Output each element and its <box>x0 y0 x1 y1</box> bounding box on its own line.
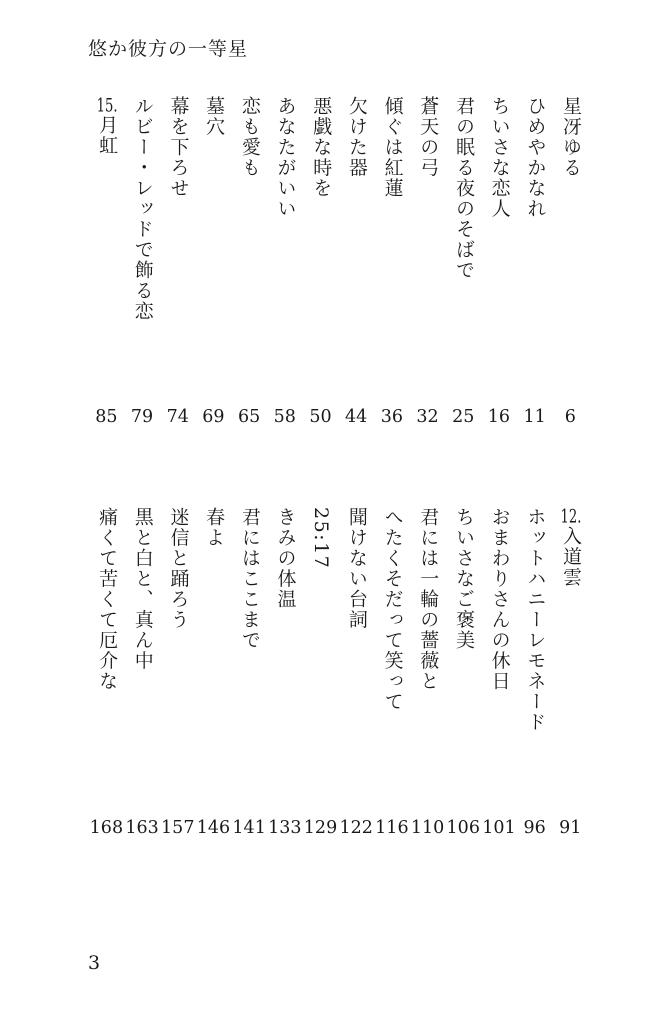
toc-entry-title-text: 傾ぐは紅蓮 <box>381 96 404 199</box>
toc-entry-title <box>338 507 374 807</box>
toc-entry-title <box>88 507 124 807</box>
toc-entry-page: 11 <box>523 407 546 427</box>
toc-entry-title <box>231 507 267 807</box>
toc-entry-title <box>303 96 339 396</box>
toc-entry <box>88 96 124 436</box>
toc-entry-title-text: あなたがいい <box>274 96 297 219</box>
toc-entry <box>410 96 446 436</box>
toc-entry <box>481 96 517 436</box>
toc-entry <box>231 507 267 847</box>
toc-entry-title-text: ルビー・レッドで飾る恋 <box>131 96 154 322</box>
toc-entry-title <box>267 96 303 396</box>
toc-entry <box>445 96 481 436</box>
toc-entry-title-text: 君には一輪の薔薇と <box>417 507 440 692</box>
toc-entry-title-text: 欠けた器 <box>345 96 368 178</box>
toc-entry-title <box>481 507 517 807</box>
toc-entry-page: 58 <box>273 407 296 427</box>
toc-entry-title-text: 迷信と踊ろう <box>167 507 190 630</box>
toc-entry-title-text: 恋も愛も <box>238 96 261 178</box>
toc-entry-page: 69 <box>202 407 225 427</box>
toc-entry <box>195 96 231 436</box>
toc-entry-title <box>552 96 588 396</box>
toc-entry-title <box>374 96 410 396</box>
toc-entry-page: 36 <box>380 407 404 427</box>
toc-entry-title-text: 君の眠る夜のそばで <box>452 96 475 281</box>
toc-entry-title <box>88 96 124 396</box>
toc-section-top <box>88 96 588 436</box>
toc-entry-page: 163 <box>125 818 159 838</box>
toc-entry-title <box>303 507 339 807</box>
toc-entry-title-text: 25:17 <box>310 507 333 570</box>
toc-entry-title-text: ちいさなご褒美 <box>452 507 475 651</box>
toc-entry-page: 16 <box>487 407 511 427</box>
toc-entry-page: 157 <box>161 818 195 838</box>
toc-entry-title <box>445 507 481 807</box>
book-title: 悠か彼方の一等星 <box>88 38 249 60</box>
toc-entry-page: 32 <box>416 407 439 427</box>
toc-entry <box>88 507 124 847</box>
toc-entry-page: 129 <box>303 818 338 838</box>
toc-entry <box>267 96 303 436</box>
toc-entry-page: 168 <box>89 818 124 838</box>
toc-entry-number: 15. <box>96 96 118 115</box>
toc-entry-page: 65 <box>237 407 261 427</box>
toc-entry-title-text: 入道雲 <box>560 526 582 588</box>
toc-entry-title-text: 痛くて苦くて厄介な <box>96 507 119 692</box>
toc-entry-number: 12. <box>560 507 582 526</box>
toc-entry <box>124 96 160 436</box>
toc-entry-title-text: 月虹 <box>96 115 119 156</box>
toc-entry <box>267 507 303 847</box>
toc-entry-page: 44 <box>345 407 368 427</box>
toc-entry <box>303 96 339 436</box>
toc-entry-title-text: 聞けない台詞 <box>345 507 368 630</box>
toc-entry-page: 25 <box>452 407 475 427</box>
toc-entry-title-text: 君にはここまで <box>238 507 261 651</box>
toc-entry-title-text: 悪戯な時を <box>310 96 333 199</box>
toc-entry-title-text: 幕を下ろせ <box>167 96 190 199</box>
toc-entry <box>195 507 231 847</box>
toc-entry-page: 91 <box>559 818 582 838</box>
toc-entry <box>410 507 446 847</box>
toc-entry-title <box>552 507 588 807</box>
toc-entry-title <box>160 96 196 396</box>
toc-entry <box>160 507 196 847</box>
toc-entry <box>552 507 588 847</box>
toc-entry-title <box>195 96 231 396</box>
toc-entry <box>338 507 374 847</box>
toc-entry-title-text: ホットハニーレモネード <box>524 507 547 733</box>
toc-entry-title <box>160 507 196 807</box>
toc-entry <box>160 96 196 436</box>
toc-entry-page: 79 <box>130 407 154 427</box>
toc-entry-page: 6 <box>564 407 576 427</box>
toc-entry <box>374 96 410 436</box>
toc-entry-title-text: ちいさな恋人 <box>488 96 511 219</box>
toc-entry <box>303 507 339 847</box>
toc-entry <box>481 507 517 847</box>
toc-entry-title-text: 星冴ゆる <box>560 96 582 178</box>
toc-entry-page: 116 <box>375 818 409 838</box>
toc-entry-title <box>410 96 446 396</box>
toc-entry-page: 110 <box>410 818 445 838</box>
toc-entry-page: 146 <box>196 818 231 838</box>
toc-entry-page: 141 <box>232 818 266 838</box>
toc-entry <box>374 507 410 847</box>
toc-entry-page: 96 <box>523 818 546 838</box>
toc-entry-title-text: ひめやかなれ <box>524 96 547 219</box>
toc-entry <box>552 96 588 436</box>
toc-entry-page: 85 <box>95 407 118 427</box>
toc-entry-page: 74 <box>166 407 189 427</box>
page-number: 3 <box>88 952 101 974</box>
toc-entry-title-text: 黒と白と、真ん中 <box>131 507 154 671</box>
toc-entry-title-text: へたくそだって笑って <box>381 507 404 712</box>
toc-entry-title <box>517 507 553 807</box>
toc-entry-title <box>124 507 160 807</box>
toc-entry-title-text: おまわりさんの休日 <box>488 507 511 692</box>
toc-entry-title <box>195 507 231 807</box>
toc-entry <box>338 96 374 436</box>
toc-entry-page: 106 <box>446 818 480 838</box>
toc-entry-page: 50 <box>309 407 332 427</box>
toc-entry-page: 122 <box>339 818 373 838</box>
toc-entry-title-text: 蒼天の弓 <box>417 96 440 178</box>
toc-entry-title-text: 墓穴 <box>203 96 226 137</box>
toc-entry <box>517 96 553 436</box>
toc-entry-title-text: 春よ <box>203 507 226 548</box>
toc-entry-title <box>374 507 410 807</box>
toc-entry-title <box>124 96 160 396</box>
toc-entry-title <box>410 507 446 807</box>
toc-entry-page: 101 <box>482 818 516 838</box>
toc-entry-title <box>231 96 267 396</box>
toc-entry-title <box>517 96 553 396</box>
toc-entry-title <box>445 96 481 396</box>
toc-entry <box>231 96 267 436</box>
toc-entry-title <box>267 507 303 807</box>
toc-entry-page: 133 <box>268 818 302 838</box>
toc-entry <box>517 507 553 847</box>
toc-entry-title-text: きみの体温 <box>274 507 297 610</box>
toc-section-bottom <box>88 507 588 847</box>
toc-entry-title <box>338 96 374 396</box>
toc-entry <box>445 507 481 847</box>
toc-entry <box>124 507 160 847</box>
toc-entry-title <box>481 96 517 396</box>
